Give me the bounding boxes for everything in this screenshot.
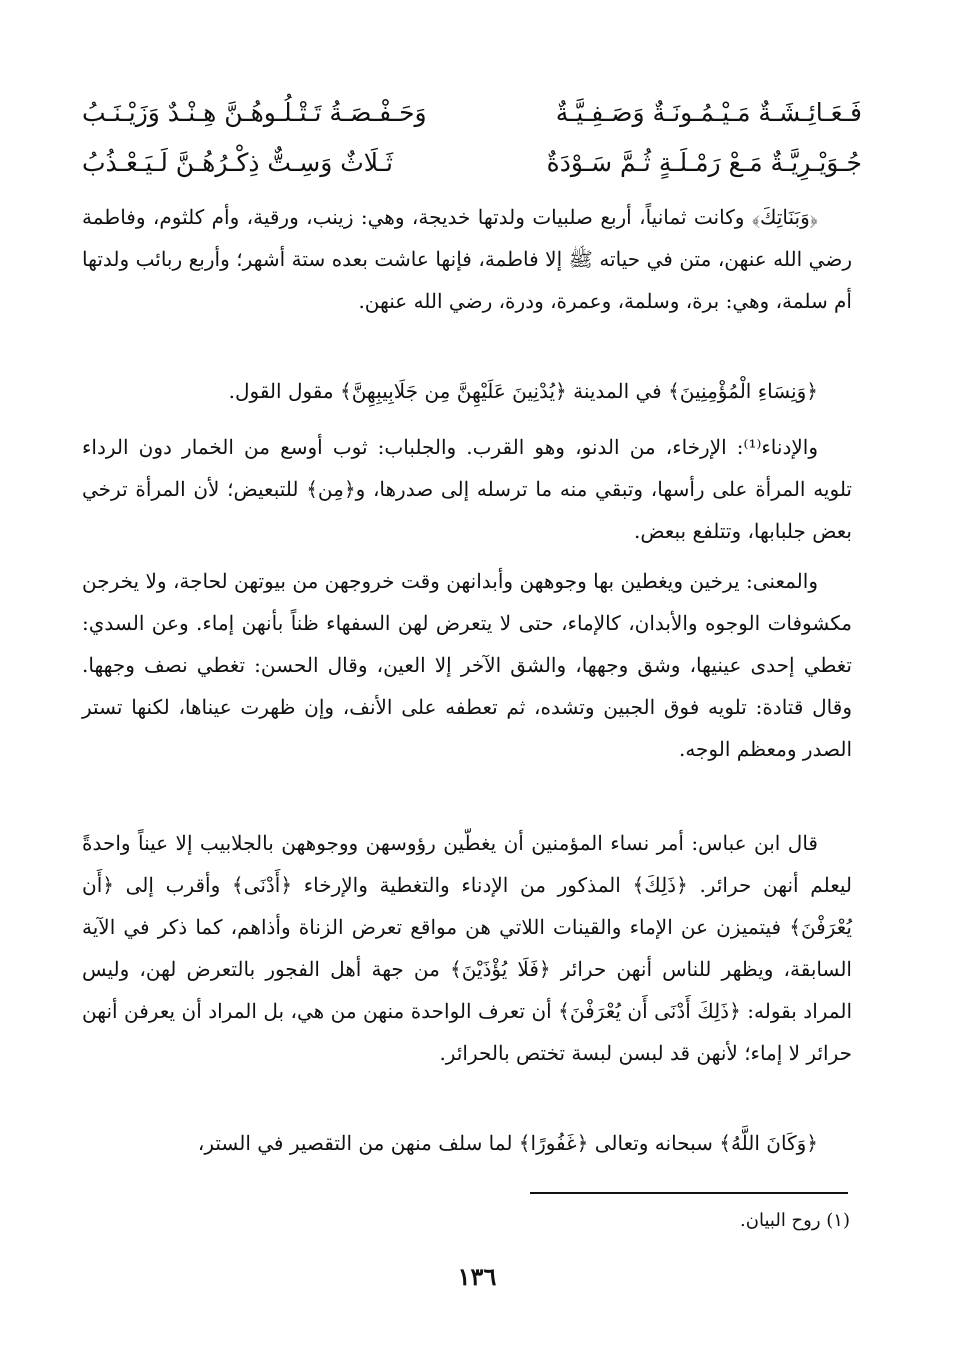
footnote-divider [530, 1192, 848, 1194]
paragraph-meaning [82, 560, 852, 770]
poem-line-2 [82, 140, 862, 186]
paragraph-text: والمعنى: يرخين ويغطين بها وجوههن وأبدانهن وقت خروجهن من بيوتهن لحاجة، ولا يخرجن مكشوفات الوجوه والأبدان، كالإماء، حتى لا يتعرض لهن السفهاء ظناً بأنهن إماء. وعن السدي: تغطي إحدى عينيها، وشق وجهها، والشق الآخر إلا العين، وقال الحسن: تغطي نصف وجهها. وقال قتادة: تلويه فوق الجبين وتشده، ثم تعطفه على الأنف، وإن ظهرت عيناها، لكنها تستر الصدر ومعظم الوجه. [82, 569, 852, 761]
poem-line-1-left: وَحَـفْـصَـةُ تَـتْـلُـوهُـنَّ هِـنْـدٌ وَزَيْـنَـبُ [82, 98, 427, 127]
paragraph-text: قال ابن عباس: أمر نساء المؤمنين أن يغطّين رؤوسهن ووجوههن بالجلابيب إلا عيناً واحدةً ليعلم أنهن حرائر. ﴿ذَلِكَ﴾ المذكور من الإدناء والتغطية والإرخاء ﴿أَدْنَى﴾ وأقرب إلى ﴿أَن يُعْرَفْنَ﴾ فيتميزن عن الإماء والقينات اللاتي هن مواقع تعرض الزناة وأذاهم، كما ذكر في الآية السابقة، ويظهر للناس أنهن حرائر ﴿فَلَا يُؤْذَيْنَ﴾ من جهة أهل الفجور بالتعرض لهن، وليس المراد بقوله: ﴿ذَلِكَ أَدْنَى أَن يُعْرَفْنَ﴾ أن تعرف الواحدة منهن من هي، بل المراد أن يعرفن أنهن حرائر لا إماء؛ لأنهن قد لبسن لبسة تختص بالحرائر. [82, 831, 852, 1065]
poem-line-1 [82, 90, 862, 136]
footnote: (١) روح البيان. [740, 1210, 850, 1231]
paragraph-text: ﴿وَكَانَ اللَّهُ﴾ سبحانه وتعالى ﴿غَفُورًا﴾ لما سلف منهن من التقصير في الستر، [197, 1131, 818, 1155]
paragraph-idna-definition [82, 426, 852, 552]
paragraph-text: ﴿وَنِسَاءِ الْمُؤْمِنِينَ﴾ في المدينة ﴿يُدْنِينَ عَلَيْهِنَّ مِن جَلَابِيبِهِنَّ﴾ مقول القول. [228, 379, 818, 403]
poem-line-2-right: جُـوَيْـرِيَّـةٌ مَـعْ رَمْـلَـةٍ ثُـمَّ سَـوْدَةٌ [546, 148, 862, 177]
paragraph-believing-women [82, 370, 852, 412]
paragraph-forgiving [82, 1122, 852, 1164]
paragraph-daughters [82, 196, 852, 322]
poem-line-1-right: فَـعَـائِـشَـةٌ مَـيْـمُـونَـةٌ وَصَـفِـيَّـةٌ [555, 98, 862, 127]
page-number: ١٣٦ [457, 1262, 497, 1291]
paragraph-text: والإدناء⁽¹⁾: الإرخاء، من الدنو، وهو القرب. والجلباب: ثوب أوسع من الخمار دون الرداء تلويه المرأة على رأسها، وتبقي منه ما ترسله إلى صدرها، و﴿مِن﴾ للتبعيض؛ لأن المرأة ترخي بعض جلبابها، وتتلفع ببعض. [82, 435, 852, 543]
paragraph-ibn-abbas [82, 822, 852, 1074]
paragraph-text: ﴿وَبَنَاتِكَ﴾ وكانت ثمانياً، أربع صلبيات ولدتها خديجة، وهي: زينب، ورقية، وأم كلثوم، وفاطمة رضي الله عنهن، متن في حياته ﷺ إلا فاطمة، فإنها عاشت بعده ستة أشهر؛ وأربع ربائب ولدتها أم سلمة، وهي: برة، وسلمة، وعمرة، ودرة، رضي الله عنهن. [82, 205, 852, 313]
poem-line-2-left: ثَـلَاثٌ وَسِـتٌّ ذِكْـرُهُـنَّ لَـيَـعْـذُبُ [82, 148, 394, 177]
